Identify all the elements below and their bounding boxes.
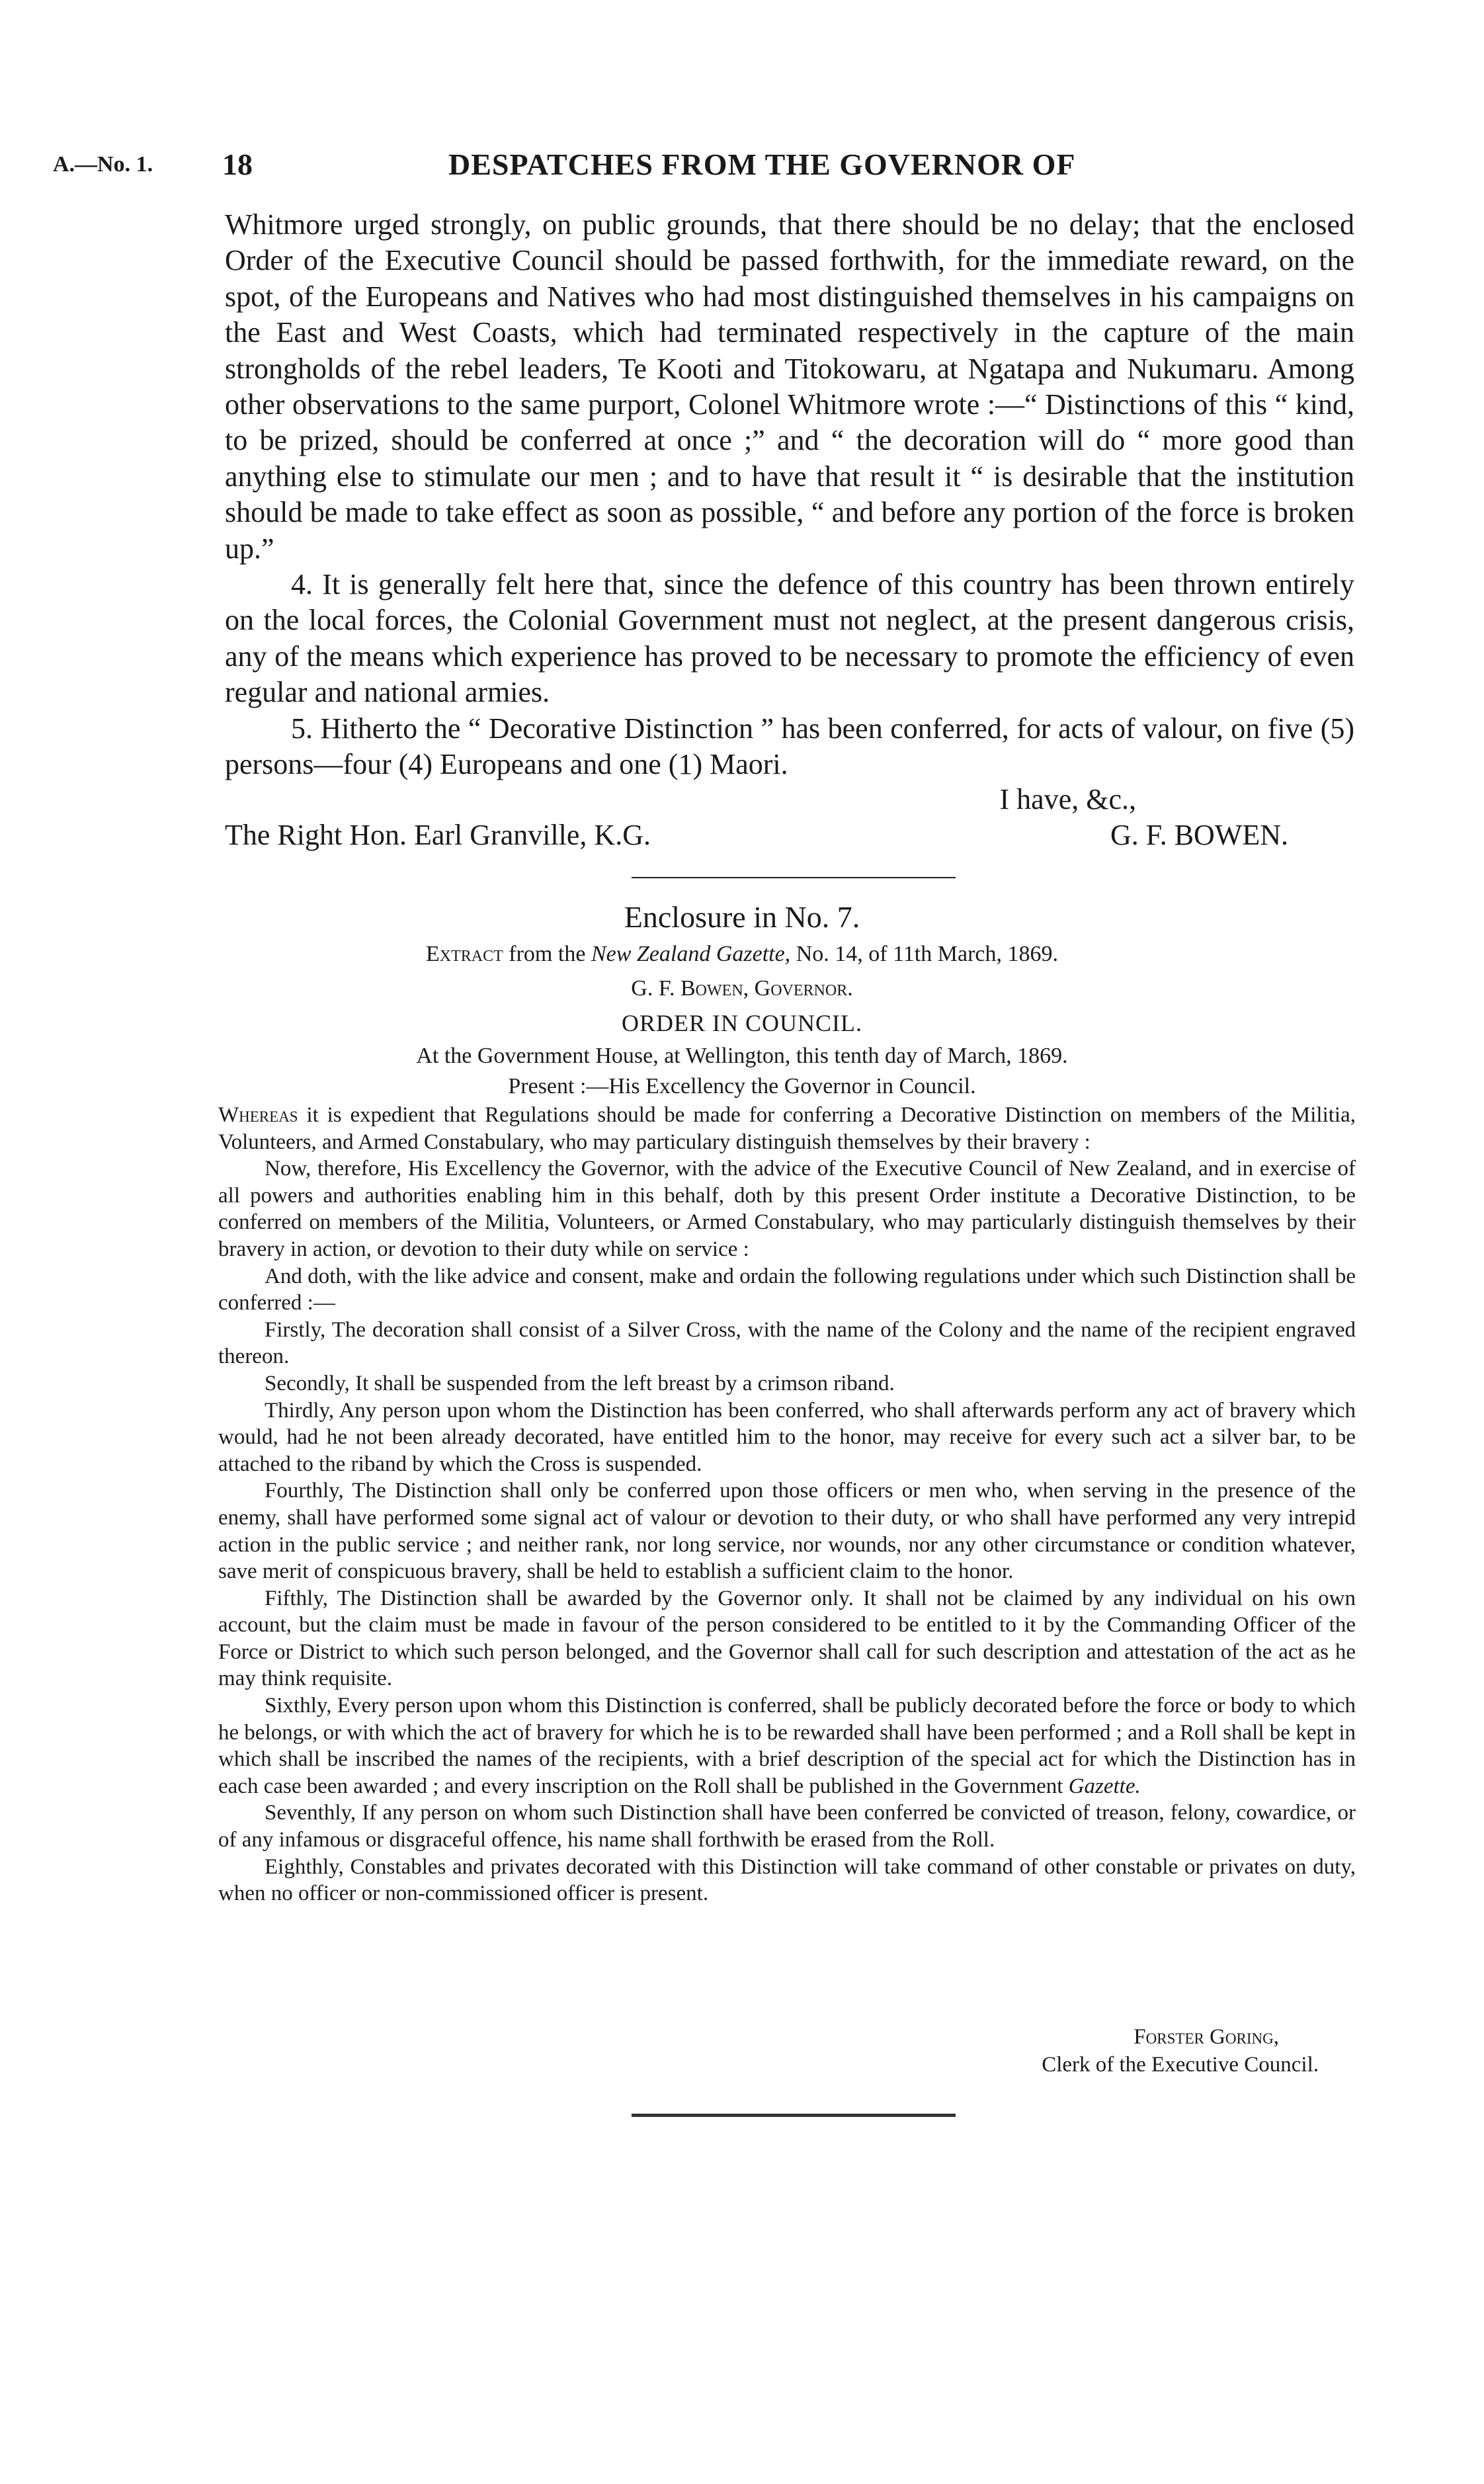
- order-title: ORDER IN COUNCIL.: [622, 1010, 862, 1036]
- section-divider: [632, 877, 956, 878]
- sixthly-text: Sixthly, Every person upon whom this Distinction is conferred, shall be publicly decorated before the force or body to which he belongs, or with which the act of bravery for which he is to be rewarded shall have been performed ; and a Roll shall be kept in which shall be inscribed the names of the recipients, with a brief description of the special act for which the Distinction has in each case been awarded ; and every inscription on the Roll shall be published in the Government: [218, 1694, 1356, 1798]
- regulation-fourthly: Fourthly, The Distinction shall only be conferred upon those officers or men who, when serving in the presence of the enemy, shall have performed some signal act of valour or devotion to their duty, or who shall have performed any very intrepid action in the public service ; and neither rank, nor long service, nor wounds, nor any other circumstance or condition whatever, save merit of conspicuous bravery, shall be held to establish a sufficient claim to the honor.: [218, 1479, 1356, 1584]
- addressee: The Right Hon. Earl Granville, K.G.: [225, 819, 651, 851]
- gazette-details: No. 14, of 11th March, 1869.: [796, 942, 1058, 966]
- despatch-body: [225, 207, 1354, 783]
- signer-name: Forster Goring,: [1134, 2025, 1279, 2049]
- despatch-paragraph-4: 4. It is generally felt here that, since the defence of this country has been thrown entirely on the local forces, the Colonial Government must not neglect, at the present dangerous crisis, any of the means which experience has proved to be necessary to promote the efficiency of even regular and national armies.: [225, 568, 1354, 709]
- despatch-paragraph-3-continued: Whitmore urged strongly, on public grounds, that there should be no delay; that the enclosed Order of the Executive Council should be passed forthwith, for the immediate reward, on the spot, of the Europeans and Natives who had most distinguished themselves in his campaigns on the East and West Coasts, which had terminated respectively in the capture of the main strongholds of the rebel leaders, Te Kooti and Titokowaru, at Ngatapa and Nukumaru. Among other observations to the same purport, Colonel Whitmore wrote :—“ Distinctions of this “ kind, to be prized, should be conferred at once ;” and “ the decoration will do “ more good than anything else to stimulate our men ; and to have that result it “ is desirable that the institution should be made to take effect as soon as possible, “ and before any portion of the force is broken up.”: [225, 208, 1354, 565]
- regulation-firstly: Firstly, The decoration shall consist of a Silver Cross, with the name of the Colony and the name of the recipient engraved thereon.: [218, 1317, 1356, 1369]
- governor-line: G. F. Bowen, Governor.: [631, 976, 853, 1001]
- page-header: [53, 147, 1431, 186]
- address-row: [225, 817, 1354, 853]
- document-reference: A.—No. 1.: [53, 152, 153, 177]
- closing-phrase: I have, &c.,: [999, 783, 1136, 815]
- signer-title: Clerk of the Executive Council.: [1042, 2053, 1319, 2077]
- regulation-eighthly: Eighthly, Constables and privates decorated with this Distinction will take command of other constable or privates on duty, when no officer or non-commissioned officer is present.: [218, 1854, 1356, 1906]
- sixthly-gazette: Gazette.: [1068, 1774, 1141, 1798]
- regulation-secondly: Secondly, It shall be suspended from the left breast by a crimson riband.: [265, 1371, 895, 1395]
- present-line: Present :—His Excellency the Governor in Council.: [508, 1074, 976, 1098]
- regulation-seventhly: Seventhly, If any person on whom such Distinction shall have been conferred be convicted of treason, felony, cowardice, or of any infamous or disgraceful offence, his name shall forthwith be erased from the Roll.: [218, 1801, 1356, 1852]
- whereas-text: it is expedient that Regulations should be made for conferring a Decorative Distinction on members of the Militia, Volunteers, and Armed Constabulary, who may particulary distinguish themselves by their bravery :: [218, 1103, 1356, 1154]
- and-doth-paragraph: And doth, with the like advice and consent, make and ordain the following regulations under which such Distinction shall be conferred :—: [218, 1264, 1356, 1315]
- whereas-label: Whereas: [218, 1103, 298, 1127]
- page-number: 18: [222, 147, 253, 181]
- extract-line: [198, 942, 1286, 967]
- running-title: DESPATCHES FROM THE GOVERNOR OF: [448, 147, 1076, 181]
- order-body: [218, 1102, 1356, 1907]
- enclosure-title: Enclosure in No. 7.: [624, 900, 860, 934]
- place-date: At the Government House, at Wellington, this tenth day of March, 1869.: [416, 1044, 1068, 1068]
- gazette-name: New Zealand Gazette,: [591, 942, 791, 966]
- extract-from: from the: [509, 942, 586, 966]
- extract-label: Extract: [426, 942, 503, 966]
- now-therefore-paragraph: Now, therefore, His Excellency the Governor, with the advice of the Executive Council of New Zealand, and in exercise of all powers and authorities enabling him in this behalf, doth by this present Order institute a Decorative Distinction, to be conferred on members of the Militia, Volunteers, or Armed Constabulary, who may particularly distinguish themselves by their bravery in action, or devotion to their duty while on service :: [218, 1157, 1356, 1261]
- despatch-paragraph-5: 5. Hitherto the “ Decorative Distinction ” has been conferred, for acts of valour, on five (5) persons—four (4) Europeans and one (1) Maori.: [225, 712, 1354, 781]
- end-rule: [632, 2114, 956, 2117]
- regulation-fifthly: Fifthly, The Distinction shall be awarded by the Governor only. It shall not be claimed by any individual on his own account, but the claim must be made in favour of the person considered to be entitled to it by the Commanding Officer of the Force or District to which such person belonged, and the Governor shall call for such description and attestation of the act as he may think requisite.: [218, 1586, 1356, 1691]
- governor-signature: G. F. BOWEN.: [1110, 819, 1288, 851]
- closing-row: [225, 782, 1354, 817]
- regulation-thirdly: Thirdly, Any person upon whom the Distinction has been conferred, who shall afterwards perform any act of bravery which would, had he not been already decorated, have entitled him to the honor, may receive for every such act a silver bar, to be attached to the riband by which the Cross is suspended.: [218, 1398, 1356, 1476]
- regulation-sixthly: [218, 1692, 1356, 1800]
- whereas-paragraph: [218, 1102, 1356, 1155]
